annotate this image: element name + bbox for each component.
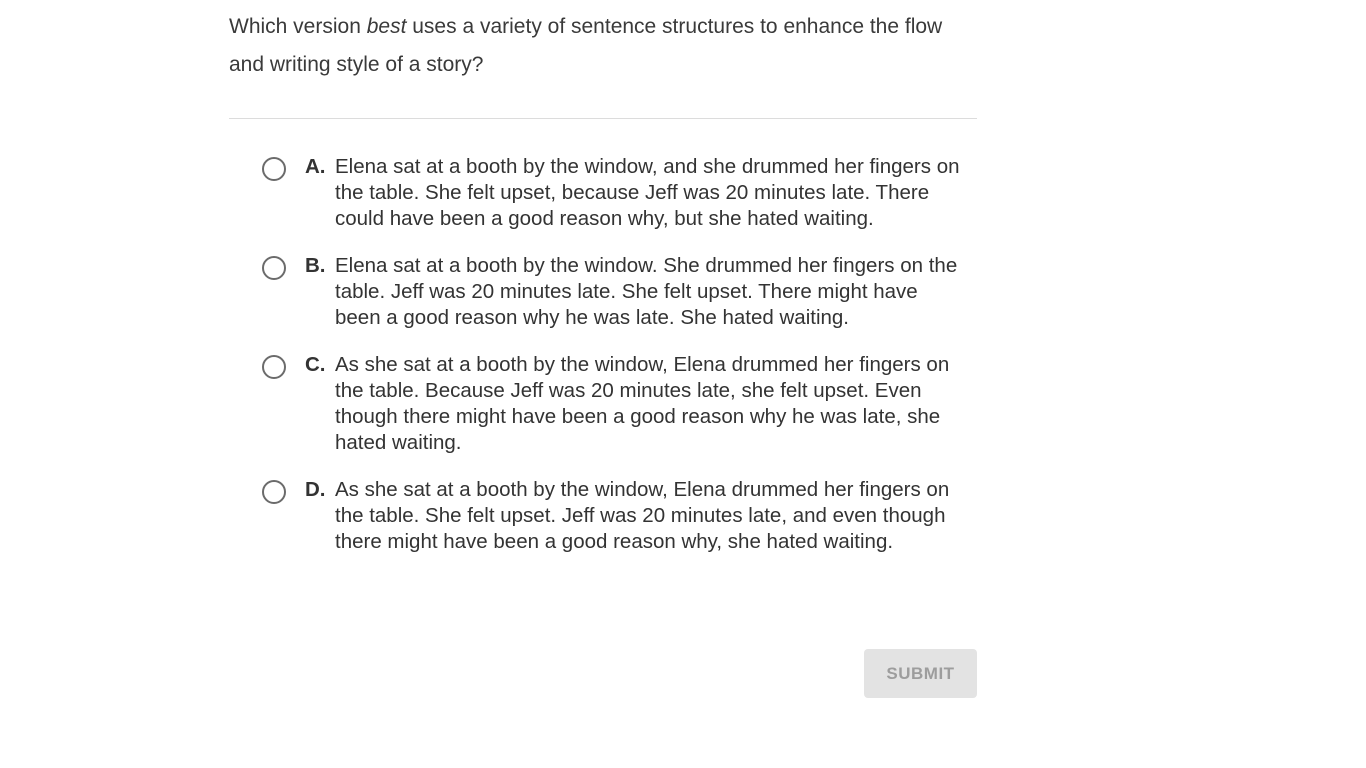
option-text: Elena sat at a booth by the window. She drummed her fingers on the table. Jeff was 20 minutes late. She felt upset. There might have been a good reason why he was late. She hated waiting. [335,254,958,329]
option-b[interactable] [262,253,977,331]
option-text: As she sat at a booth by the window, Elena drummed her fingers on the table. Because Jeff was 20 minutes late, she felt upset. Even though there might have been a good reason why he was late, she hated waiting. [335,353,950,454]
option-letter: B. [305,254,326,277]
option-letter: C. [305,353,326,376]
option-d[interactable] [262,477,977,555]
question-emphasis: best [366,15,407,38]
question-text-before: Which version [229,15,367,38]
option-a[interactable] [262,154,977,232]
answer-options [262,154,977,555]
divider [229,118,977,119]
option-c[interactable] [262,352,977,456]
radio-button-a[interactable] [262,157,286,181]
radio-button-b[interactable] [262,256,286,280]
radio-button-d[interactable] [262,480,286,504]
question-prompt [229,8,977,84]
option-text: As she sat at a booth by the window, Elena drummed her fingers on the table. She felt upset. Jeff was 20 minutes late, and even though there might have been a good reason why, she hated waiting. [335,478,950,553]
question-text-after: uses a variety of sentence structures to enhance the flow and writing style of a story? [229,15,943,76]
option-letter: D. [305,478,326,501]
option-text: Elena sat at a booth by the window, and she drummed her fingers on the table. She felt upset, because Jeff was 20 minutes late. There could have been a good reason why, but she hated waiting. [335,155,960,230]
submit-button[interactable]: SUBMIT [864,649,977,698]
radio-button-c[interactable] [262,355,286,379]
option-letter: A. [305,155,326,178]
